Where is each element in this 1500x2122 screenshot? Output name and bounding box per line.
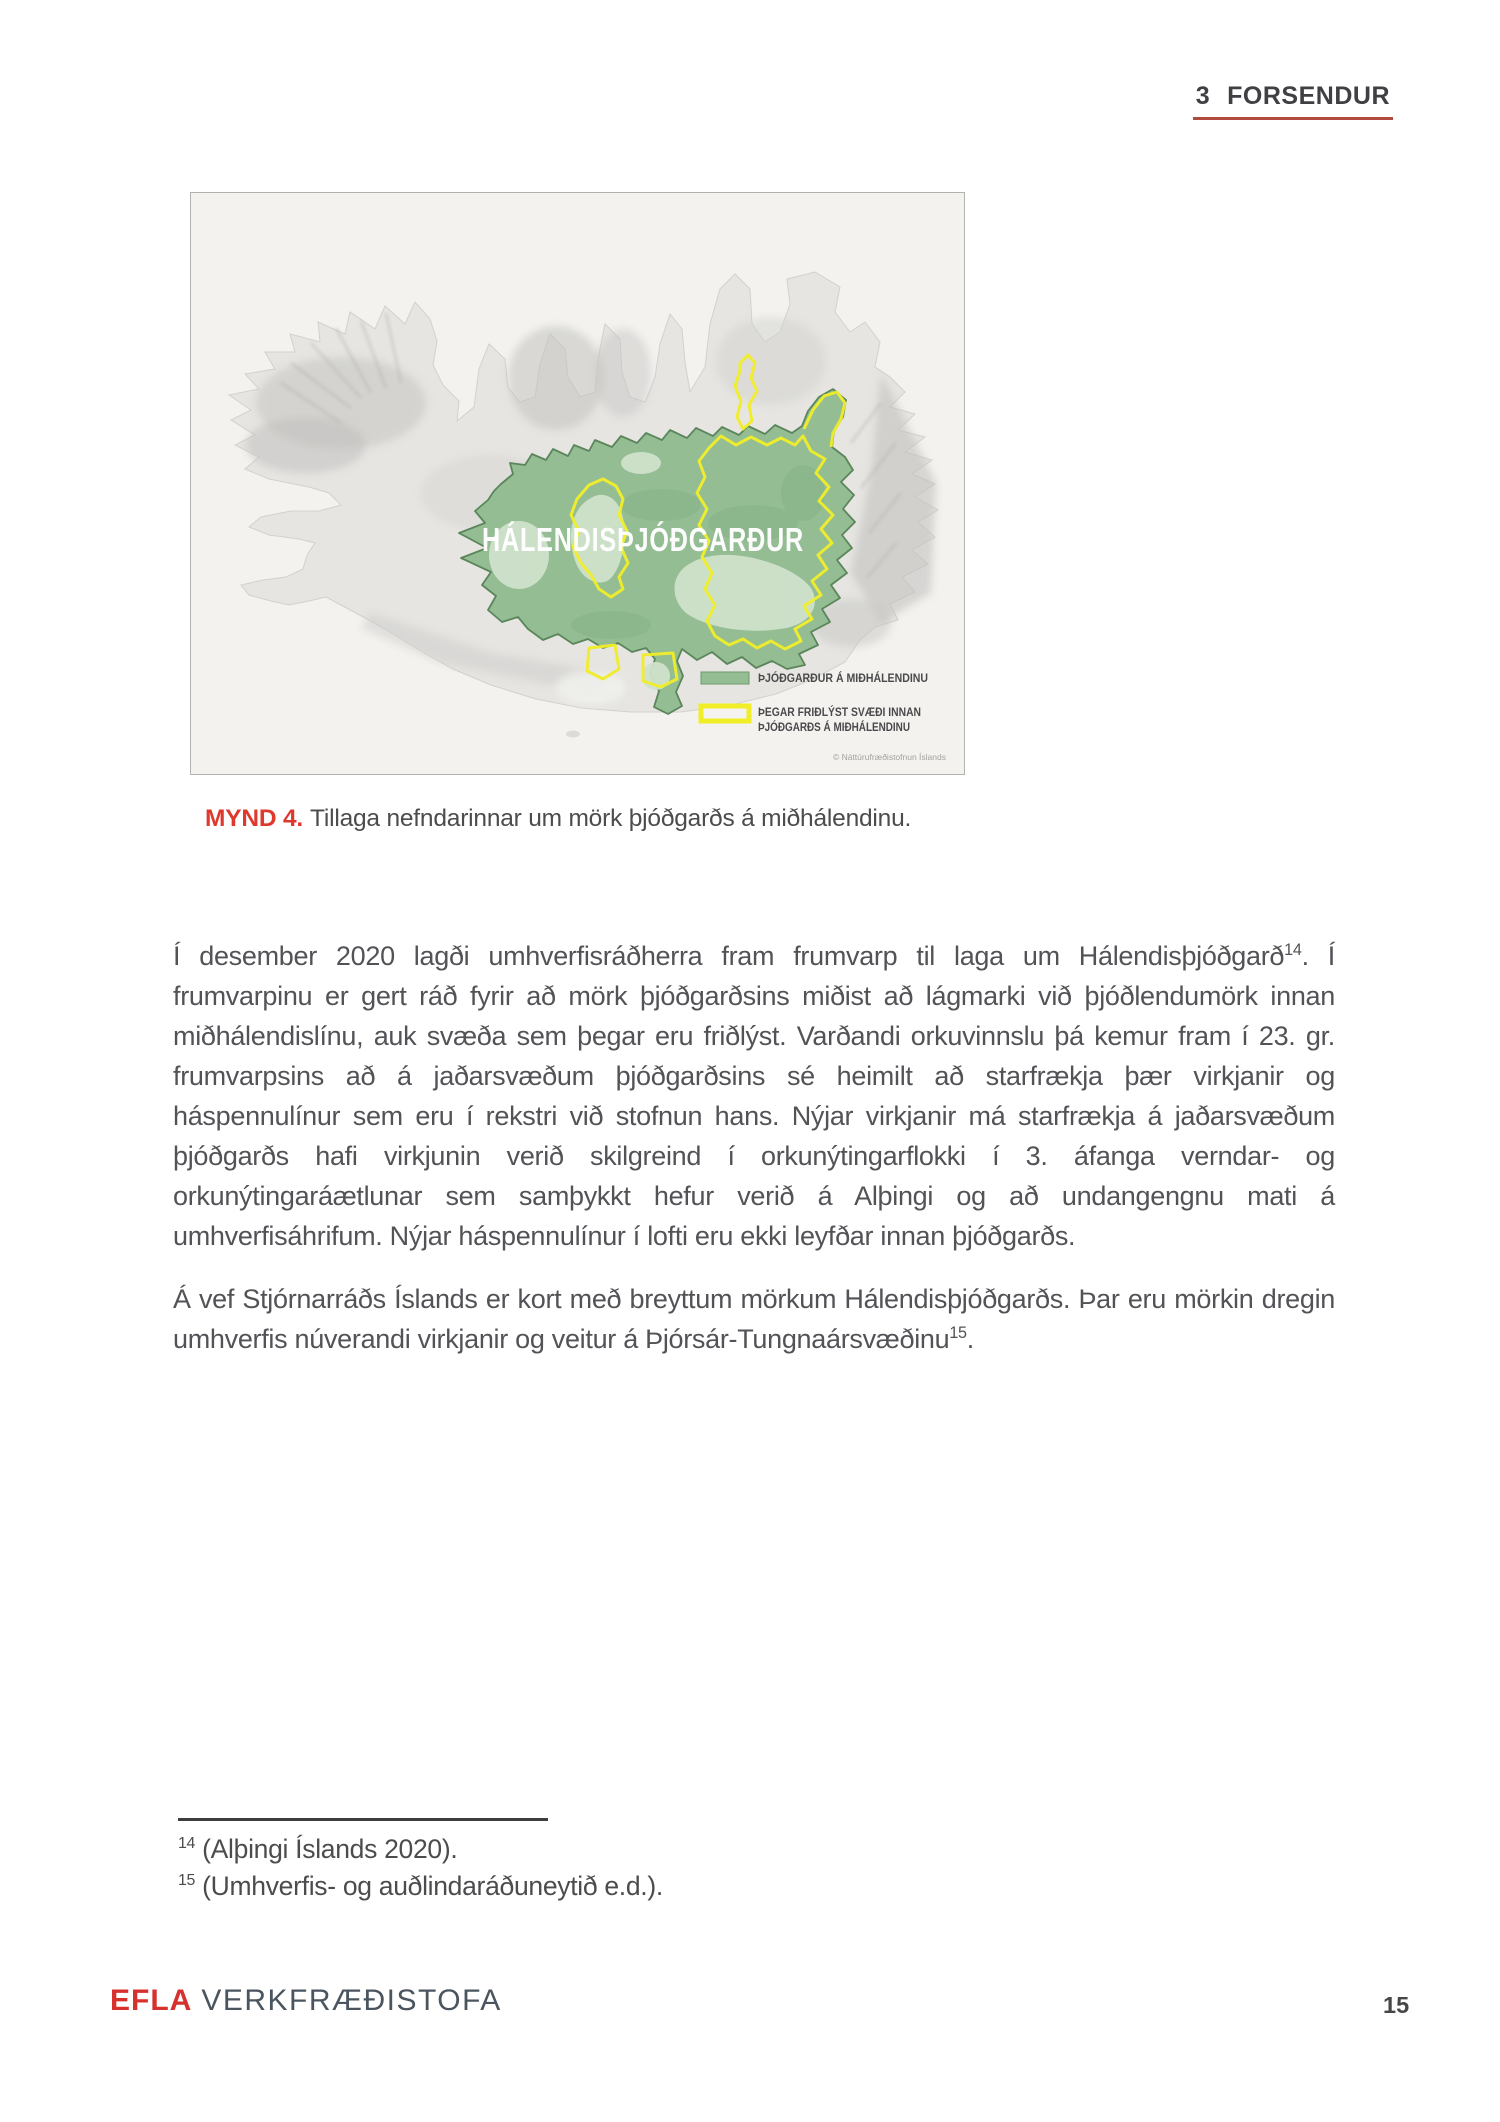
footnote-15 [178,1868,663,1905]
efla-wordmark-suffix: VERKFRÆÐISTOFA [201,1984,502,2017]
section-title: FORSENDUR [1227,82,1390,110]
page-number: 15 [1383,1992,1410,2018]
efla-wordmark: EFLA [110,1984,193,2017]
footnote-14-text: (Alþingi Íslands 2020). [195,1834,458,1864]
iceland-map [191,193,964,774]
legend-swatch-protected [701,706,749,721]
footnotes [178,1831,663,1905]
section-header [1193,82,1393,120]
paragraph-2-text: Á vef Stjórnarráðs Íslands er kort með breyttum mörkum Hálendisþjóðgarðs. Þar eru mörkin dregin umhverfis núverandi virkjanir og veitur á Þjórsár-Tungnaársvæðinu [173,1284,1335,1354]
paragraph-1-text: Í desember 2020 lagði umhverfisráðherra fram frumvarp til laga um Hálendisþjóðgarð [173,941,1285,971]
section-number: 3 [1195,82,1211,110]
map-credit: © Náttúrufræðistofnun Íslands [832,752,946,762]
figure-caption [205,805,911,833]
footnote-14-marker: 14 [178,1835,196,1853]
footnote-ref-15: 15 [949,1324,967,1342]
caption-text: Tillaga nefndarinnar um mörk þjóðgarðs á miðhálendinu. [309,805,912,832]
map-title-label: HÁLENDISÞJÓÐGARÐUR [482,521,804,558]
map-figure [190,192,965,775]
body-paragraph-2 [173,1279,1335,1359]
footnote-ref-14: 14 [1284,941,1302,959]
paragraph-2-text-cont: . [966,1324,974,1354]
body-text [173,936,1335,1359]
footnote-divider [178,1818,548,1821]
legend-label-protected-line1: ÞEGAR FRIÐLÝST SVÆÐI INNAN [758,705,948,719]
paragraph-1-text-cont: . Í frumvarpinu er gert ráð fyrir að mörk þjóðgarðsins miðist að lágmarki við þjóðlendumörk innan miðhálendislínu, auk svæða sem þegar eru friðlýst. Varðandi orkuvinnslu þá kemur fram í 23. gr. frumvarpsins að á jaðarsvæðum þjóðgarðsins sé heimilt að starfrækja þær virkjanir og háspennulínur sem eru í rekstri við stofnun hans. Nýjar virkjanir má starfrækja á jaðarsvæðum þjóðgarðs hafi virkjunin verið skilgreind í orkunýtingarflokki í 3. áfanga verndar- og orkunýtingaráætlunar sem samþykkt hefur verið á Alþingi og að undangengnu mati á umhverfisáhrifum. Nýjar háspennulínur í lofti eru ekki leyfðar innan þjóðgarðs. [173,941,1335,1251]
footnote-15-text: (Umhverfis- og auðlindaráðuneytið e.d.). [195,1871,663,1901]
legend-label-park: ÞJÓÐGARÐUR Á MIÐHÁLENDINU [758,671,952,685]
footer-logo [110,1984,502,2018]
footnote-14 [178,1831,663,1868]
caption-label: MYND 4. [205,805,303,832]
legend-label-protected-line2: ÞJÓÐGARÐS Á MIÐHÁLENDINU [758,720,943,734]
footnote-15-marker: 15 [178,1872,196,1890]
legend-swatch-park [701,672,749,684]
body-paragraph-1 [173,936,1335,1256]
